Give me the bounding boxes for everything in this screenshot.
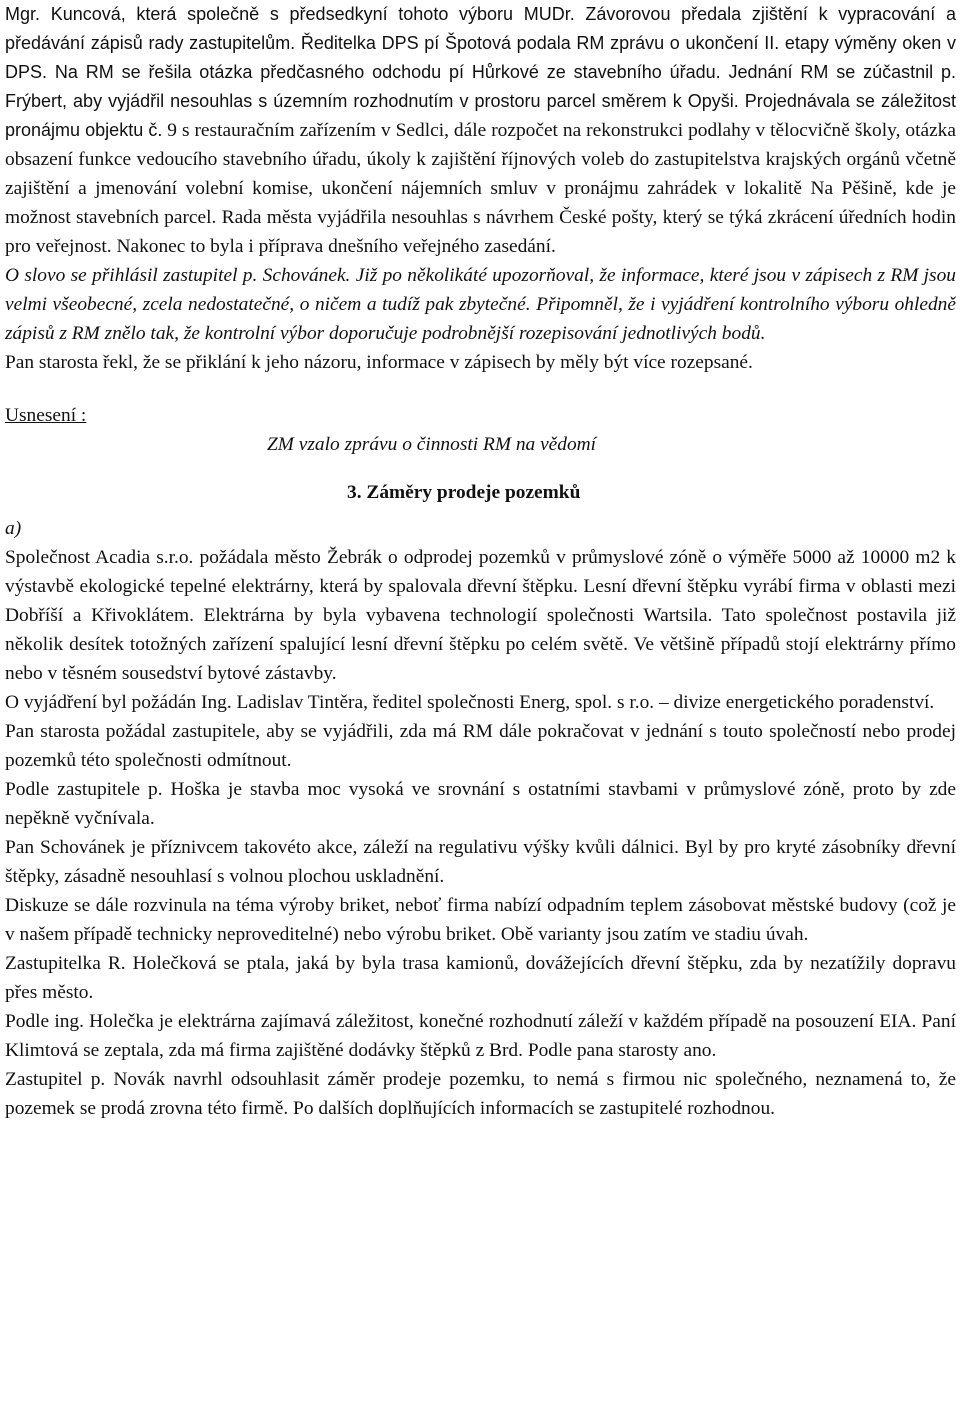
item-letter: a) <box>5 518 22 539</box>
paragraph-mayor-reply: Pan starosta řekl, že se přiklání k jeho názoru, informace v zápisech by měly být více rozepsané. <box>5 352 753 373</box>
paragraph-holeckova-question: Zastupitelka R. Holečková se ptala, jaká by byla trasa kamionů, dovážejících dřevní štěpku, zda by nezatížily dopravu přes město. <box>5 953 956 1003</box>
paragraph-novak-proposal: Zastupitel p. Novák navrhl odsouhlasit záměr prodeje pozemku, to nemá s firmou nic společného, neznamená to, že pozemek se prodá zrovna této firmě. Po dalších doplňujících informacích se zastupitelé rozhodnou. <box>5 1069 956 1119</box>
paragraph-mayor-request: Pan starosta požádal zastupitele, aby se vyjádřili, zda má RM dále pokračovat v jednání s touto společností nebo prodej pozemků této společnosti odmítnout. <box>5 721 956 771</box>
paragraph-holecek-opinion: Podle ing. Holečka je elektrárna zajímavá záležitost, konečné rozhodnutí záleží v každém případě na posouzení EIA. Paní Klimtová se zeptala, zda má firma zajištěné dodávky štěpků z Brd. Podle pana starosty ano. <box>5 1011 956 1061</box>
paragraph-tintera-opinion: O vyjádření byl požádán Ing. Ladislav Tintěra, ředitel společnosti Energ, spol. s r.o. – divize energetického poradenství. <box>5 692 935 713</box>
paragraph-hosek-opinion: Podle zastupitele p. Hoška je stavba moc vysoká ve srovnání s ostatními stavbami v průmyslové zóně, proto by zde nepěkně vyčnívala. <box>5 779 956 829</box>
resolution-text: ZM vzalo zprávu o činnosti RM na vědomí <box>267 434 597 455</box>
paragraph-schovanek-opinion: Pan Schovánek je příznivcem takovéto akce, záleží na regulativu výšky kvůli dálnici. Byl by pro kryté zásobníky dřevní štěpky, zásadně nesouhlasí s volnou plochou uskladnění. <box>5 837 956 887</box>
spacer <box>5 377 956 401</box>
paragraph-acadia-request: Společnost Acadia s.r.o. požádala město Žebrák o odprodej pozemků v průmyslové zóně o výměře 5000 až 10000 m2 k výstavbě ekologické tepelné elektrárny, která by spalovala dřevní štěpku. Lesní dřevní štěpku vyrábí firma v oblasti mezi Dobříší a Křivoklátem. Elektrárna by byla vybavena technologií společnosti Wartsila. Tato společnost postavila již několik desítek totožných zařízení spalující lesní dřevní štěpku po celém světě. Ve většině případů stojí elektrárny přímo nebo v těsném sousedství bytové zástavby. <box>5 547 956 684</box>
paragraph-briquette-discussion: Diskuze se dále rozvinula na téma výroby briket, neboť firma nabízí odpadním teplem zásobovat městské budovy (což je v našem případě technicky neproveditelné) nebo výrobu briket. Obě varianty jsou zatím ve stadiu úvah. <box>5 895 956 945</box>
paragraph-rm-report <box>5 0 956 261</box>
paragraph-rm-report-sans-part: Mgr. Kuncová, která společně s předsedkyní tohoto výboru MUDr. Závorovou předala zjištění k vypracování a předávání zápisů rady zastupitelům. Ředitelka DPS pí Špotová podala RM zprávu o ukončení II. etapy výměny oken v DPS. Na RM se řešila otázka předčasného odchodu pí Hůrkové ze stavebního úřadu. Jednání RM se zúčastnil p. Frýbert, aby vyjádřil nesouhlas s územním rozhodnutím v prostoru parcel směrem k Opyši. Projednávala se záležitost pronájmu objektu č. <box>5 4 956 140</box>
section-heading: 3. Záměry prodeje pozemků <box>347 482 581 503</box>
paragraph-schovanek-remark: O slovo se přihlásil zastupitel p. Schovánek. Již po několikáté upozorňoval, že informace, které jsou v zápisech z RM jsou velmi všeobecné, zcela nedostatečné, o ničem a tudíž pak zbytečné. Připomněl, že i vyjádření kontrolního výboru ohledně zápisů z RM znělo tak, že kontrolní výbor doporučuje podrobnější rozepisování jednotlivých bodů. <box>5 265 956 344</box>
resolution-label: Usnesení : <box>5 405 87 426</box>
paragraph-rm-report-serif-part: 9 s restauračním zařízením v Sedlci, dále rozpočet na rekonstrukci podlahy v tělocvičně školy, otázka obsazení funkce vedoucího stavebního úřadu, úkoly k zajištění říjnových voleb do zastupitelstva krajských orgánů včetně zajištění a jmenování volební komise, ukončení nájemních smluv v pronájmu zahrádek v lokalitě Na Pěšině, kde je možnost stavebních parcel. Rada města vyjádřila nesouhlas s návrhem České pošty, který se týká zkrácení úředních hodin pro veřejnost. Nakonec to byla i příprava dnešního veřejného zasedání. <box>5 120 956 257</box>
